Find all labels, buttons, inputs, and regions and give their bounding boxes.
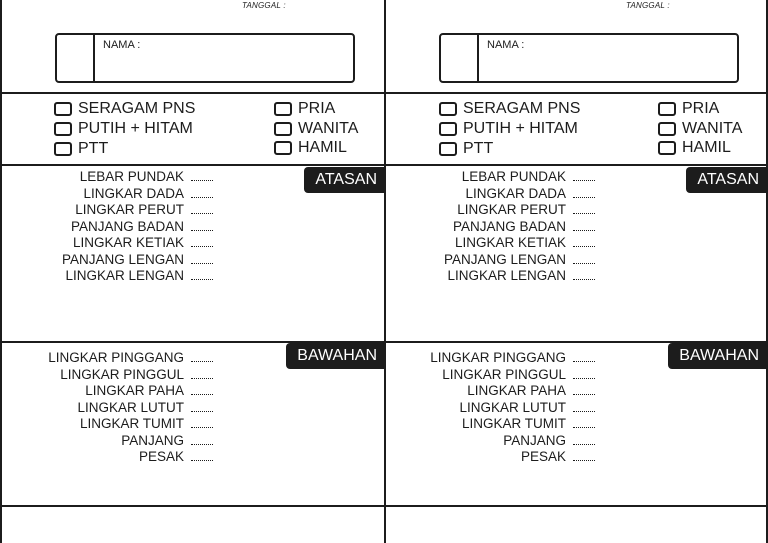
bawahan-tag: BAWAHAN [286, 343, 384, 369]
option-ptt[interactable] [54, 140, 108, 158]
name-field[interactable] [55, 33, 355, 83]
blank-line[interactable] [573, 361, 595, 362]
option-label: PTT [78, 140, 109, 157]
blank-line[interactable] [573, 427, 595, 428]
blank-line[interactable] [573, 246, 595, 247]
blank-line[interactable] [191, 411, 213, 412]
checkbox[interactable] [658, 102, 676, 116]
bawahan-measurement-list [430, 350, 566, 466]
blank-line[interactable] [191, 394, 213, 395]
checkbox[interactable] [54, 122, 72, 136]
blank-line[interactable] [573, 197, 595, 198]
blank-line[interactable] [573, 180, 595, 181]
blank-line[interactable] [573, 460, 595, 461]
measurement-row: PANJANG [48, 433, 184, 450]
checkbox[interactable] [274, 102, 292, 116]
option-label: SERAGAM PNS [463, 100, 581, 117]
atasan-measurement-list [62, 169, 184, 285]
divider [2, 164, 384, 166]
measurement-row: LEBAR PUNDAK [444, 169, 566, 186]
option-label: PTT [463, 140, 494, 157]
blank-line[interactable] [191, 197, 213, 198]
blank-line[interactable] [191, 361, 213, 362]
atasan-tag: ATASAN [304, 167, 384, 193]
blank-line[interactable] [573, 263, 595, 264]
name-field[interactable] [439, 33, 739, 83]
nama-label: NAMA : [103, 39, 141, 51]
atasan-tag: ATASAN [686, 167, 766, 193]
measurement-row: LINGKAR PERUT [444, 202, 566, 219]
divider [386, 164, 766, 166]
blank-line[interactable] [191, 180, 213, 181]
measurement-row: LINGKAR KETIAK [62, 235, 184, 252]
measurement-row: LINGKAR KETIAK [444, 235, 566, 252]
option-seragam-pns[interactable] [439, 100, 580, 118]
measurement-row: LINGKAR PINGGANG [430, 350, 566, 367]
blank-line[interactable] [573, 213, 595, 214]
blank-line[interactable] [573, 394, 595, 395]
blank-line[interactable] [573, 279, 595, 280]
nama-label: NAMA : [487, 39, 525, 51]
option-pria[interactable] [658, 100, 719, 118]
option-putih-hitam[interactable] [54, 120, 193, 138]
blank-line[interactable] [573, 230, 595, 231]
divider [386, 505, 766, 507]
checkbox[interactable] [54, 102, 72, 116]
measurement-row: LINGKAR LENGAN [62, 268, 184, 285]
option-label: PUTIH + HITAM [78, 120, 193, 137]
option-ptt[interactable] [439, 140, 493, 158]
blank-line[interactable] [191, 246, 213, 247]
option-seragam-pns[interactable] [54, 100, 195, 118]
option-putih-hitam[interactable] [439, 120, 578, 138]
divider [2, 92, 384, 94]
option-label: SERAGAM PNS [78, 100, 196, 117]
blank-line[interactable] [191, 378, 213, 379]
checkbox[interactable] [439, 102, 457, 116]
option-hamil[interactable] [658, 139, 731, 157]
measurement-row: PANJANG BADAN [444, 219, 566, 236]
measurement-row: LINGKAR PAHA [430, 383, 566, 400]
checkbox[interactable] [439, 122, 457, 136]
measurement-row: PANJANG LENGAN [444, 252, 566, 269]
blank-line[interactable] [191, 427, 213, 428]
measurement-row: LINGKAR LENGAN [444, 268, 566, 285]
photo-box [441, 35, 479, 81]
checkbox[interactable] [658, 141, 676, 155]
measurement-row: LINGKAR DADA [62, 186, 184, 203]
option-wanita[interactable] [274, 120, 358, 138]
blank-line[interactable] [191, 279, 213, 280]
checkbox[interactable] [439, 142, 457, 156]
option-label: WANITA [298, 120, 359, 137]
divider [2, 505, 384, 507]
option-label: PRIA [298, 100, 336, 117]
measurement-row: LEBAR PUNDAK [62, 169, 184, 186]
blank-line[interactable] [191, 230, 213, 231]
option-label: HAMIL [682, 139, 731, 156]
measurement-row: LINGKAR LUTUT [430, 400, 566, 417]
blank-line[interactable] [573, 444, 595, 445]
measurement-row: LINGKAR PINGGUL [48, 367, 184, 384]
option-label: PRIA [682, 100, 720, 117]
measurement-row: PESAK [430, 449, 566, 466]
checkbox[interactable] [658, 122, 676, 136]
atasan-measurement-list [444, 169, 566, 285]
option-label: PUTIH + HITAM [463, 120, 578, 137]
checkbox[interactable] [274, 141, 292, 155]
bawahan-measurement-list [48, 350, 184, 466]
photo-box [57, 35, 95, 81]
measurement-row: LINGKAR PINGGANG [48, 350, 184, 367]
divider [386, 92, 766, 94]
option-wanita[interactable] [658, 120, 742, 138]
checkbox[interactable] [274, 122, 292, 136]
measurement-row: LINGKAR TUMIT [48, 416, 184, 433]
measurement-row: PANJANG LENGAN [62, 252, 184, 269]
option-label: HAMIL [298, 139, 347, 156]
measurement-row: PANJANG [430, 433, 566, 450]
checkbox[interactable] [54, 142, 72, 156]
measurement-row: PANJANG BADAN [62, 219, 184, 236]
measurement-row: LINGKAR PINGGUL [430, 367, 566, 384]
tanggal-label: TANGGAL : [242, 1, 286, 10]
blank-line[interactable] [191, 460, 213, 461]
blank-line[interactable] [573, 411, 595, 412]
blank-line[interactable] [573, 378, 595, 379]
measurement-row: LINGKAR PAHA [48, 383, 184, 400]
bawahan-tag: BAWAHAN [668, 343, 766, 369]
measurement-row: LINGKAR PERUT [62, 202, 184, 219]
option-pria[interactable] [274, 100, 335, 118]
measurement-row: LINGKAR DADA [444, 186, 566, 203]
blank-line[interactable] [191, 444, 213, 445]
option-hamil[interactable] [274, 139, 347, 157]
measurement-form-right [385, 0, 768, 543]
blank-line[interactable] [191, 263, 213, 264]
measurement-row: LINGKAR TUMIT [430, 416, 566, 433]
tanggal-label: TANGGAL : [626, 1, 670, 10]
measurement-row: LINGKAR LUTUT [48, 400, 184, 417]
blank-line[interactable] [191, 213, 213, 214]
measurement-row: PESAK [48, 449, 184, 466]
option-label: WANITA [682, 120, 743, 137]
